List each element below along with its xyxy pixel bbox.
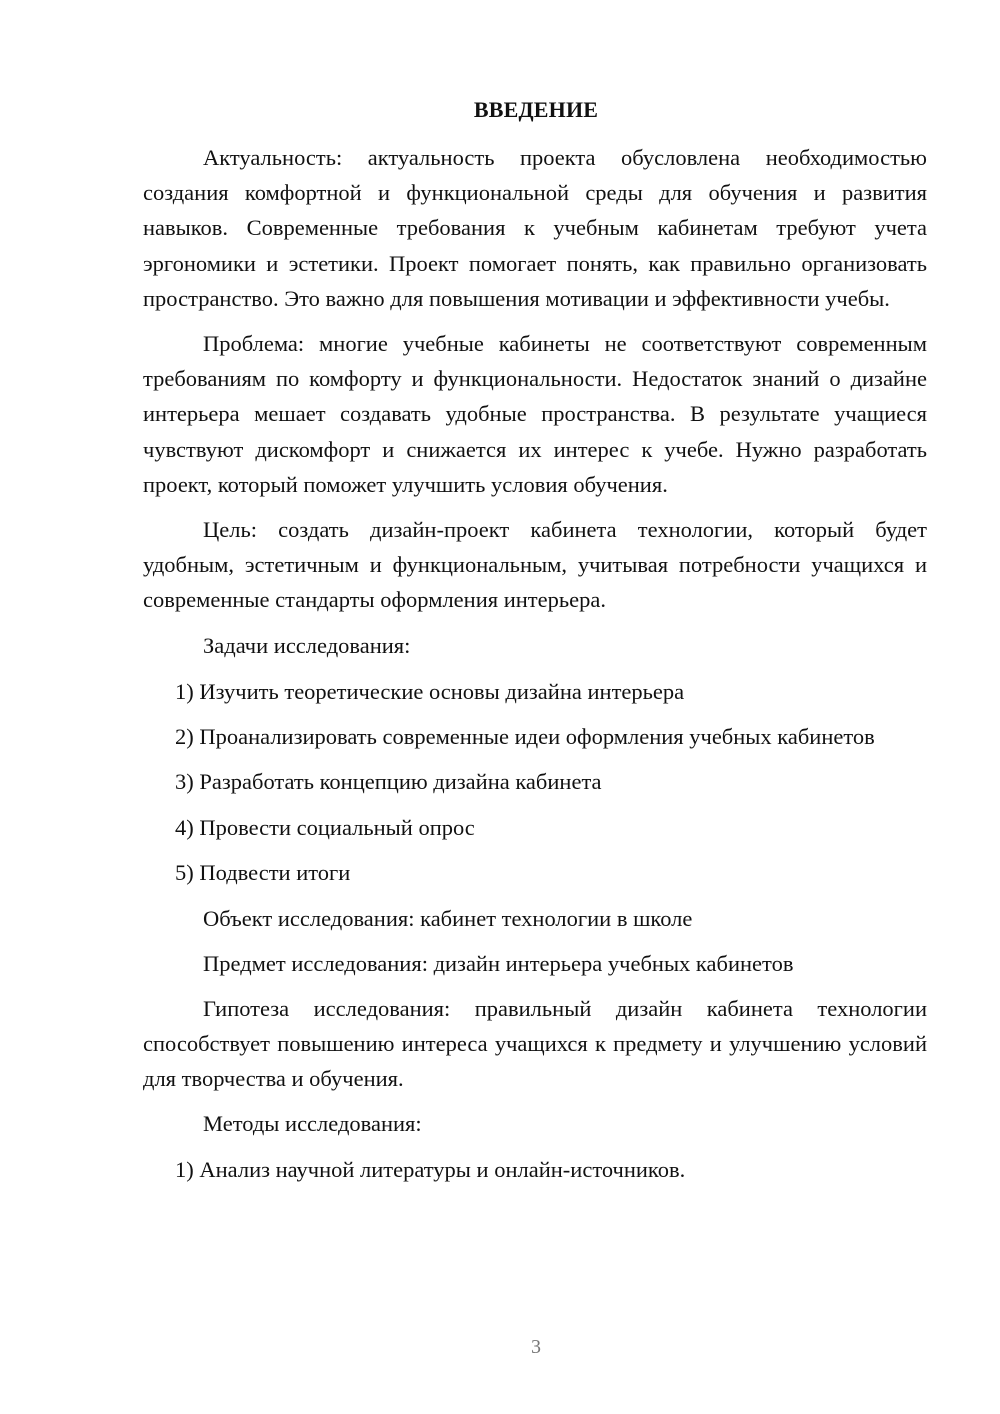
- task-item: 3) Разработать концепцию дизайна кабинета: [175, 768, 602, 794]
- hypothesis-paragraph: Гипотеза исследования: правильный дизайн кабинета технологии способствует повышению интереса учащихся к предмету и улучшению условий для творчества и обучения.: [143, 995, 927, 1092]
- task-item: 4) Провести социальный опрос: [175, 814, 475, 840]
- task-item: 1) Изучить теоретические основы дизайна интерьера: [175, 678, 685, 704]
- methods-heading: Методы исследования:: [203, 1111, 422, 1137]
- task-item: 2) Проанализировать современные идеи оформления учебных кабинетов: [175, 723, 875, 749]
- research-object: Объект исследования: кабинет технологии в школе: [203, 905, 693, 931]
- method-item: 1) Анализ научной литературы и онлайн-источников.: [175, 1157, 686, 1183]
- page-title: ВВЕДЕНИЕ: [473, 97, 599, 122]
- page-number: 3: [531, 1336, 541, 1358]
- task-item: 5) Подвести итоги: [175, 859, 351, 885]
- problem-paragraph: Проблема: многие учебные кабинеты не соответствуют современным требованиям по комфорту и функциональности. Недостаток знаний о дизайне интерьера мешает создавать удобные пространства. В результате учащиеся чувствуют дискомфорт и снижается их интерес к учебе. Нужно разработать проект, который поможет улучшить условия обучения.: [143, 331, 927, 497]
- goal-paragraph: Цель: создать дизайн-проект кабинета технологии, который будет удобным, эстетичным и функциональным, учитывая потребности учащихся и современные стандарты оформления интерьера.: [143, 517, 927, 613]
- research-subject: Предмет исследования: дизайн интерьера учебных кабинетов: [203, 950, 794, 976]
- relevance-paragraph: Актуальность: актуальность проекта обусловлена необходимостью создания комфортной и функциональной среды для обучения и развития навыков. Современные требования к учебным кабинетам требуют учета эргономики и эстетики. Проект помогает понять, как правильно организовать пространство. Это важно для повышения мотивации и эффективности учебы.: [143, 145, 927, 311]
- tasks-heading: Задачи исследования:: [203, 632, 411, 658]
- page-body: [143, 140, 927, 1187]
